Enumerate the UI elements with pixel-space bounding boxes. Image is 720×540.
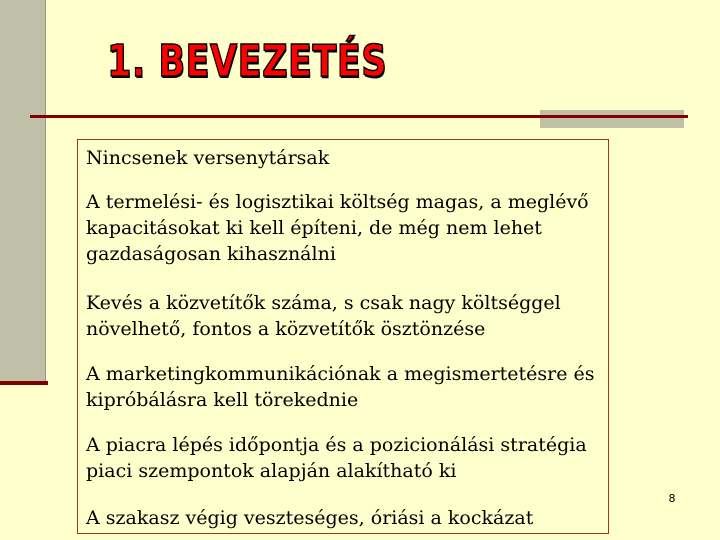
title-rule-accent-block — [540, 110, 684, 128]
bullet-item: A szakasz végig veszteséges, óriási a kockázat — [86, 507, 534, 529]
bullet-item: A piacra lépés időpontja és a pozicionálási stratégia piaci szempontok alapján alakítható ki — [86, 434, 587, 482]
title-divider-rule — [30, 115, 688, 118]
left-panel-accent-line — [0, 381, 48, 385]
bullet-item: Nincsenek versenytársak — [86, 147, 330, 169]
slide-title: 1. BEVEZETÉS — [107, 36, 388, 87]
page-number: 8 — [668, 492, 676, 505]
bullet-item: A marketingkommunikációnak a megismertetésre és kipróbálásra kell törekednie — [86, 363, 595, 411]
left-decorative-panel — [0, 0, 46, 384]
bullet-item: A termelési- és logisztikai költség magas, a meglévő kapacitásokat ki kell építeni, de még nem lehet gazdaságosan kihasználni — [86, 191, 589, 265]
bullet-item: Kevés a közvetítők száma, s csak nagy költséggel növelhető, fontos a közvetítők ösztönzése — [86, 292, 561, 340]
